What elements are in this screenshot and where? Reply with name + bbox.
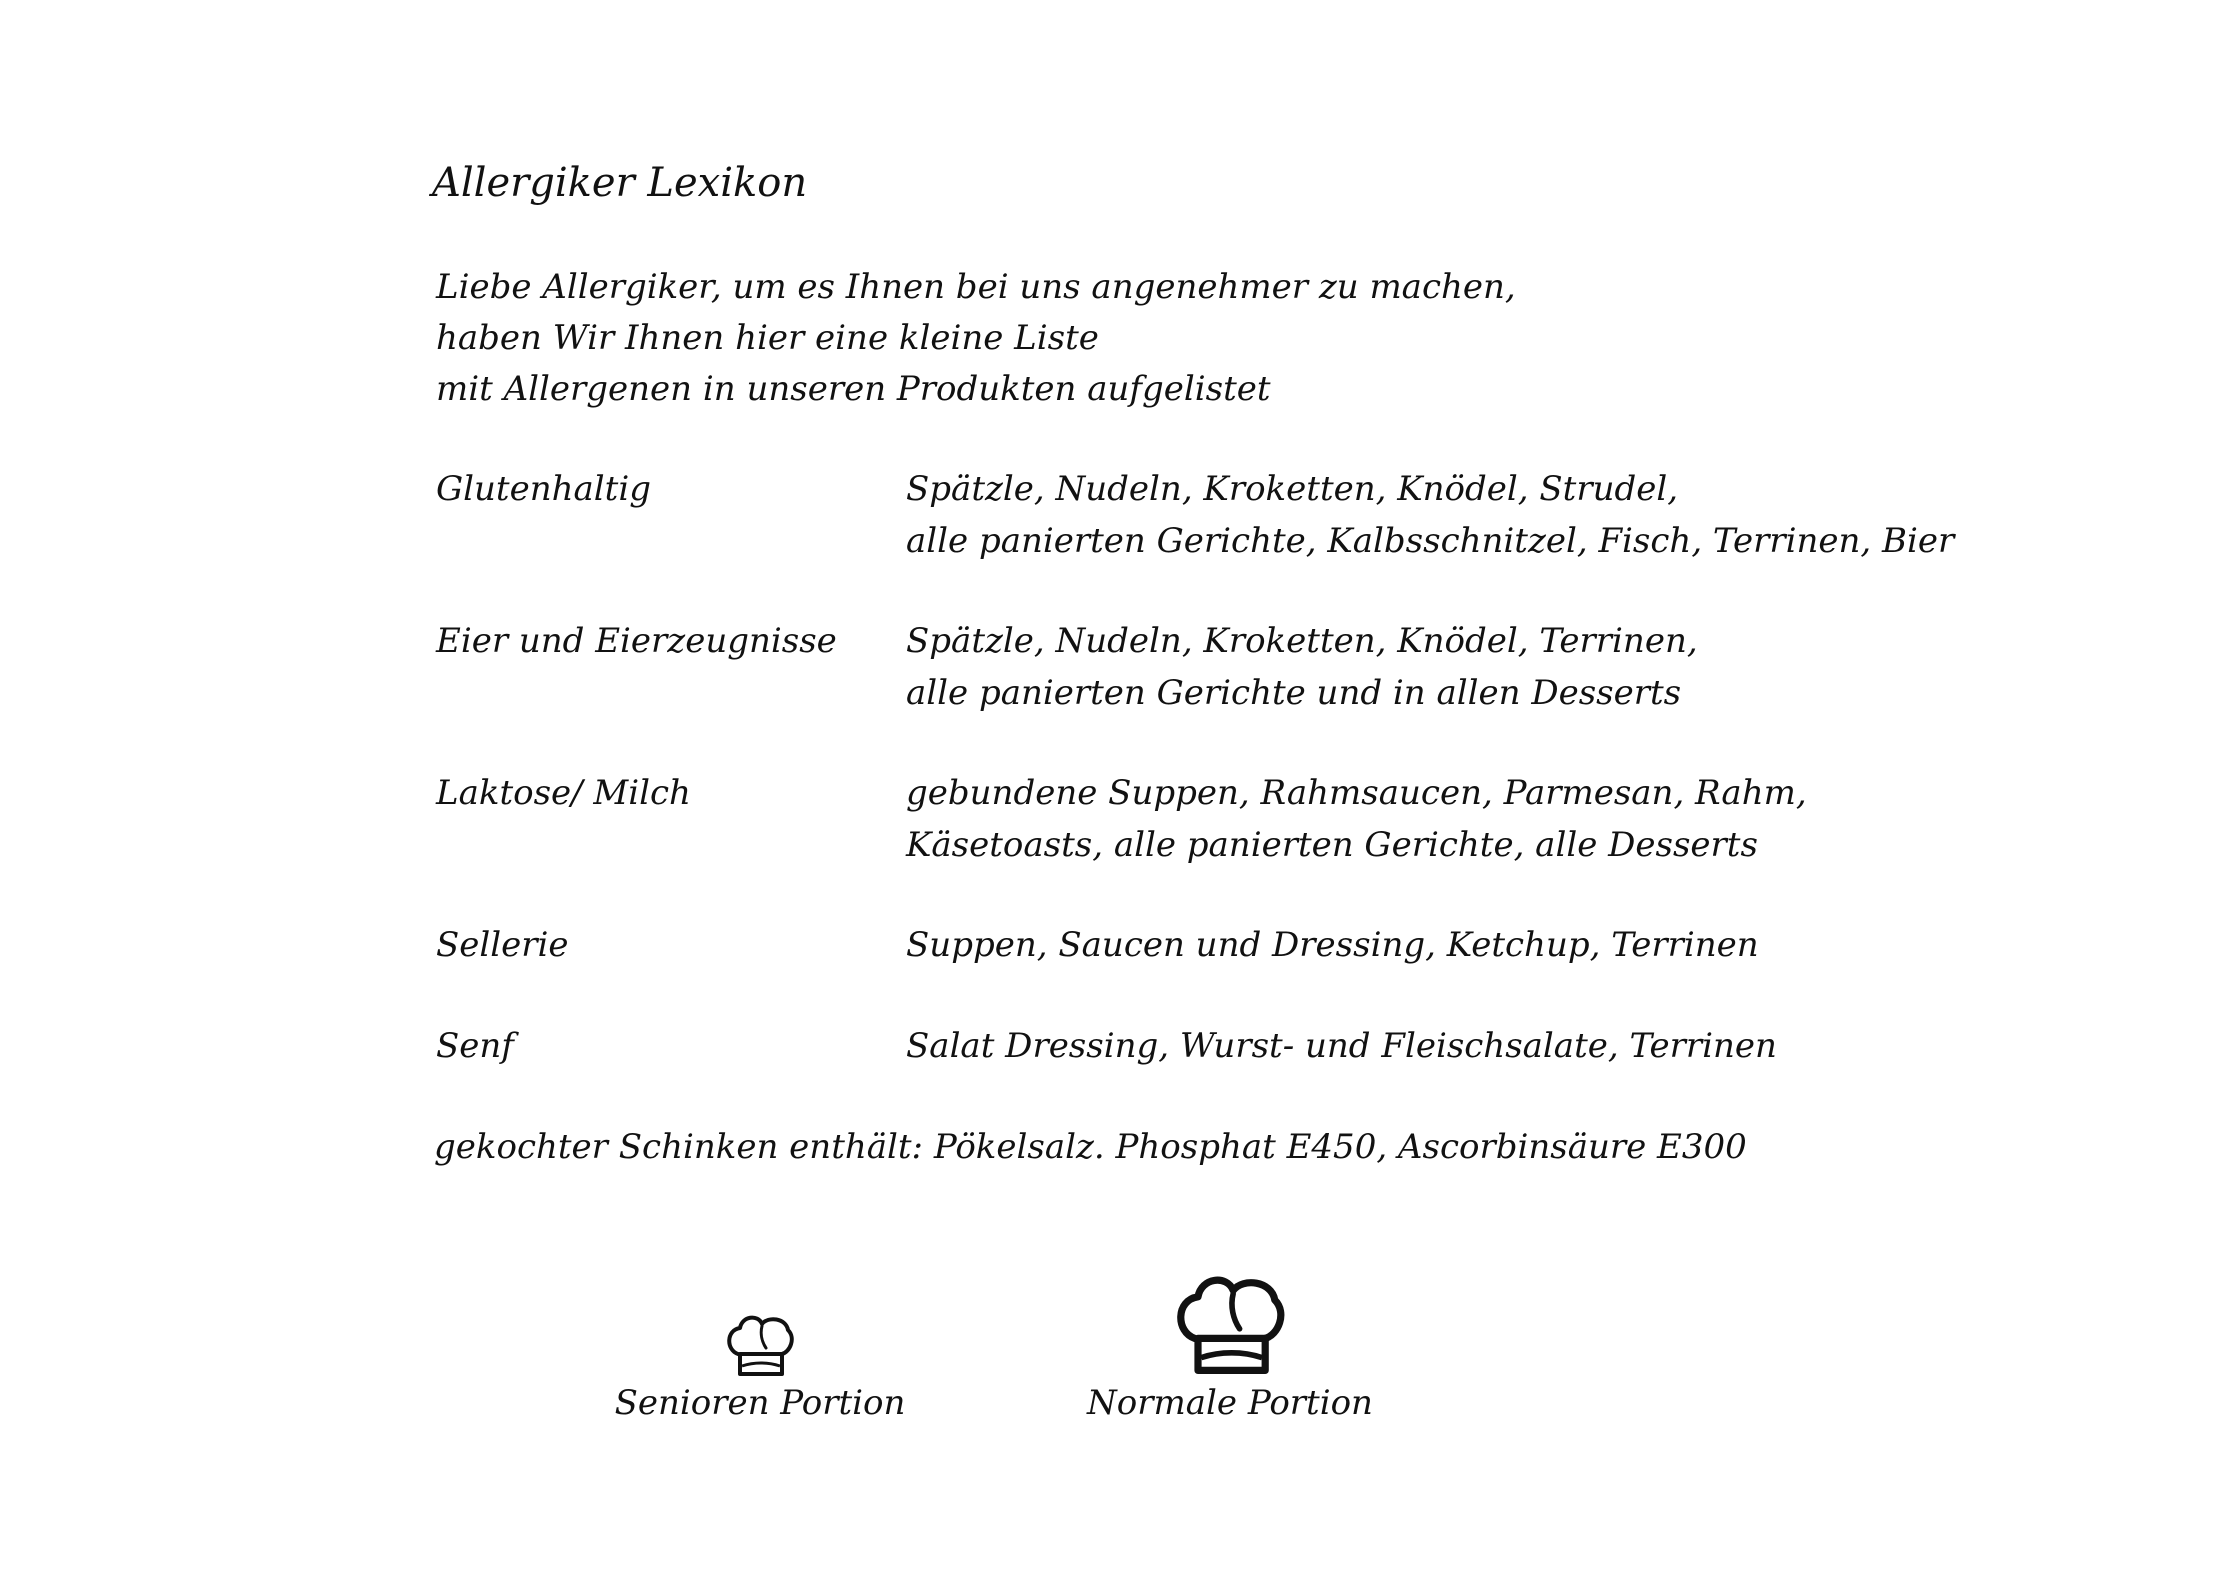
intro-line: haben Wir Ihnen hier eine kleine Liste: [436, 318, 1099, 358]
page-title: Allergiker Lexikon: [432, 160, 808, 206]
portion-label: Senioren Portion: [614, 1383, 906, 1423]
portion-label: Normale Portion: [1087, 1383, 1373, 1423]
allergen-items: [906, 767, 1807, 871]
normal-portion: [1070, 1268, 1390, 1426]
intro-line: mit Allergenen in unseren Produkten aufgelistet: [436, 369, 1271, 409]
chef-hat-small-icon: [724, 1310, 796, 1380]
allergen-item-line: Salat Dressing, Wurst- und Fleischsalate, Terrinen: [906, 1026, 1777, 1066]
allergen-items: [906, 1020, 1777, 1072]
chef-hat-large-icon: [1172, 1268, 1288, 1380]
allergen-items: [906, 463, 1954, 567]
allergen-item-line: Käsetoasts, alle panierten Gerichte, alle Desserts: [906, 825, 1758, 865]
allergen-category: Glutenhaltig: [436, 469, 651, 509]
senior-portion: [600, 1310, 920, 1426]
allergen-category: Eier und Eierzeugnisse: [436, 621, 837, 661]
ham-additives-note: gekochter Schinken enthält: Pökelsalz. Phosphat E450, Ascorbinsäure E300: [434, 1127, 1747, 1167]
allergen-item-line: Suppen, Saucen und Dressing, Ketchup, Terrinen: [906, 925, 1759, 965]
allergen-item-line: alle panierten Gerichte und in allen Desserts: [906, 673, 1682, 713]
allergen-item-line: Spätzle, Nudeln, Kroketten, Knödel, Strudel,: [906, 469, 1679, 509]
allergen-item-line: Spätzle, Nudeln, Kroketten, Knödel, Terrinen,: [906, 621, 1698, 661]
allergen-item-line: gebundene Suppen, Rahmsaucen, Parmesan, Rahm,: [906, 773, 1807, 813]
allergen-item-line: alle panierten Gerichte, Kalbsschnitzel, Fisch, Terrinen, Bier: [906, 521, 1955, 561]
allergen-items: [906, 615, 1698, 719]
allergen-category: Sellerie: [436, 925, 569, 965]
allergen-category: Senf: [436, 1026, 514, 1066]
allergen-items: [906, 919, 1759, 971]
intro-line: Liebe Allergiker, um es Ihnen bei uns angenehmer zu machen,: [436, 267, 1516, 307]
intro-text: [436, 262, 1516, 415]
allergen-category: Laktose/ Milch: [436, 773, 691, 813]
